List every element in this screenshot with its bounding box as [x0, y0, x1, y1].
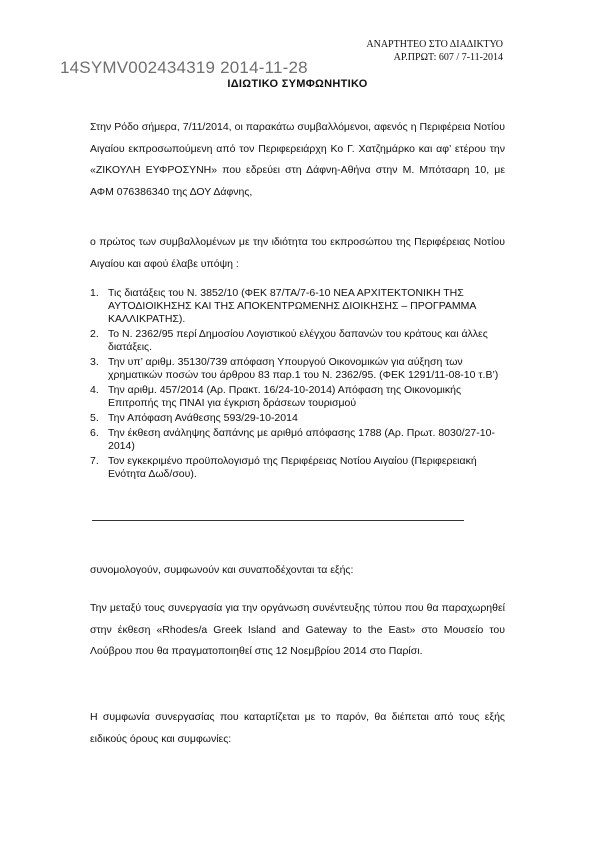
separator-line — [92, 520, 464, 521]
list-item-number: 1. — [90, 287, 99, 299]
list-item-number: 2. — [90, 328, 99, 340]
posting-stamp — [343, 38, 503, 64]
list-item — [90, 455, 505, 481]
document-title: ΙΔΙΩΤΙΚΟ ΣΥΜΦΩΝΗΤΙΚΟ — [227, 78, 368, 90]
list-item-number: 7. — [90, 455, 99, 467]
list-item-number: 6. — [90, 427, 99, 439]
agreement-intro: συνομολογούν, συμφωνούν και συναποδέχονται τα εξής: — [90, 564, 354, 576]
list-item — [90, 328, 505, 354]
stamp-line-protocol: ΑΡ.ΠΡΩΤ: 607 / 7-11-2014 — [393, 52, 503, 63]
list-item-text: Την αριθμ. 457/2014 (Αρ. Πρακτ. 16/24-10-2014) Απόφαση της Οικονομικής Επιτροπής της ΠΝΑΙ για έγκριση δράσεων τουρισμού — [108, 384, 462, 409]
considerations-list — [90, 287, 505, 483]
list-item-text: Τον εγκεκριμένο προϋπολογισμό της Περιφέρειας Νοτίου Αιγαίου (Περιφερειακή Ενότητα Δωδ/σου). — [108, 455, 477, 480]
list-item-number: 3. — [90, 356, 99, 368]
list-item-number: 4. — [90, 384, 99, 396]
intro-paragraph: Στην Ρόδο σήμερα, 7/11/2014, οι παρακάτω συμβαλλόμενοι, αφενός η Περιφέρεια Νοτίου Αιγαίου εκπροσωπούμενη από τον Περιφερειάρχη Κο Γ. Χατζημάρκο και αφ’ ετέρου την «ΖΙΚΟΥΛΗ ΕΥΦΡΟΣΥΝΗ» που εδρεύει στη Δάφνη-Αθήνα στην Μ. Μπότσαρη 10, με ΑΦΜ 076386340 της ΔΟΥ Δάφνης, — [90, 121, 505, 198]
cooperation-paragraph: Την μεταξύ τους συνεργασία για την οργάνωση συνέντευξης τύπου που θα παραχωρηθεί στην έκθεση «Rhodes/a Greek Island and Gateway to the East» στο Μουσείο του Λούβρου που θα πραγματοποιηθεί στις 12 Νοεμβρίου 2014 στο Παρίσι. — [90, 602, 505, 657]
list-item-text: Το Ν. 2362/95 περί Δημοσίου Λογιστικού ελέγχου δαπανών του κράτους και άλλες διατάξεις. — [108, 328, 488, 353]
capacity-paragraph: ο πρώτος των συμβαλλομένων με την ιδιότητα του εκπροσώπου της Περιφέρειας Νοτίου Αιγαίου και αφού έλαβε υπόψη : — [90, 236, 505, 270]
list-item-text: Τις διατάξεις του Ν. 3852/10 (ΦΕΚ 87/ΤΑ/7-6-10 ΝΕΑ ΑΡΧΙΤΕΚΤΟΝΙΚΗ ΤΗΣ ΑΥΤΟΔΙΟΙΚΗΣΗΣ ΚΑΙ ΤΗΣ ΑΠΟΚΕΝΤΡΩΜΕΝΗΣ ΔΙΟΙΚΗΣΗΣ – ΠΡΟΓΡΑΜΜΑ ΚΑΛΛΙΚΡΑΤΗΣ). — [108, 287, 476, 325]
list-item — [90, 356, 505, 382]
list-item-text: Την υπ’ αριθμ. 35130/739 απόφαση Υπουργού Οικονομικών για αύξηση των χρηματικών ποσών του άρθρου 83 παρ.1 του Ν. 2362/95. (ΦΕΚ 1291/11-08-10 τ.Β’) — [108, 356, 499, 381]
terms-intro-paragraph: Η συμφωνία συνεργασίας που καταρτίζεται με το παρόν, θα διέπεται από τους εξής ειδικούς όρους και συμφωνίες: — [90, 711, 505, 745]
ada-code: 14SYMV002434319 2014-11-28 — [60, 58, 308, 77]
list-item — [90, 412, 505, 425]
list-item — [90, 427, 505, 453]
list-item — [90, 287, 505, 326]
list-item — [90, 384, 505, 410]
stamp-line-posted: ΑΝΑΡΤΗΤΕΟ ΣΤΟ ΔΙΑΔΙΚΤΥΟ — [366, 39, 503, 50]
list-item-text: Την Απόφαση Ανάθεσης 593/29-10-2014 — [108, 412, 298, 424]
list-item-number: 5. — [90, 412, 99, 424]
list-item-text: Την έκθεση ανάληψης δαπάνης με αριθμό απόφασης 1788 (Αρ. Πρωτ. 8030/27-10-2014) — [108, 427, 495, 452]
